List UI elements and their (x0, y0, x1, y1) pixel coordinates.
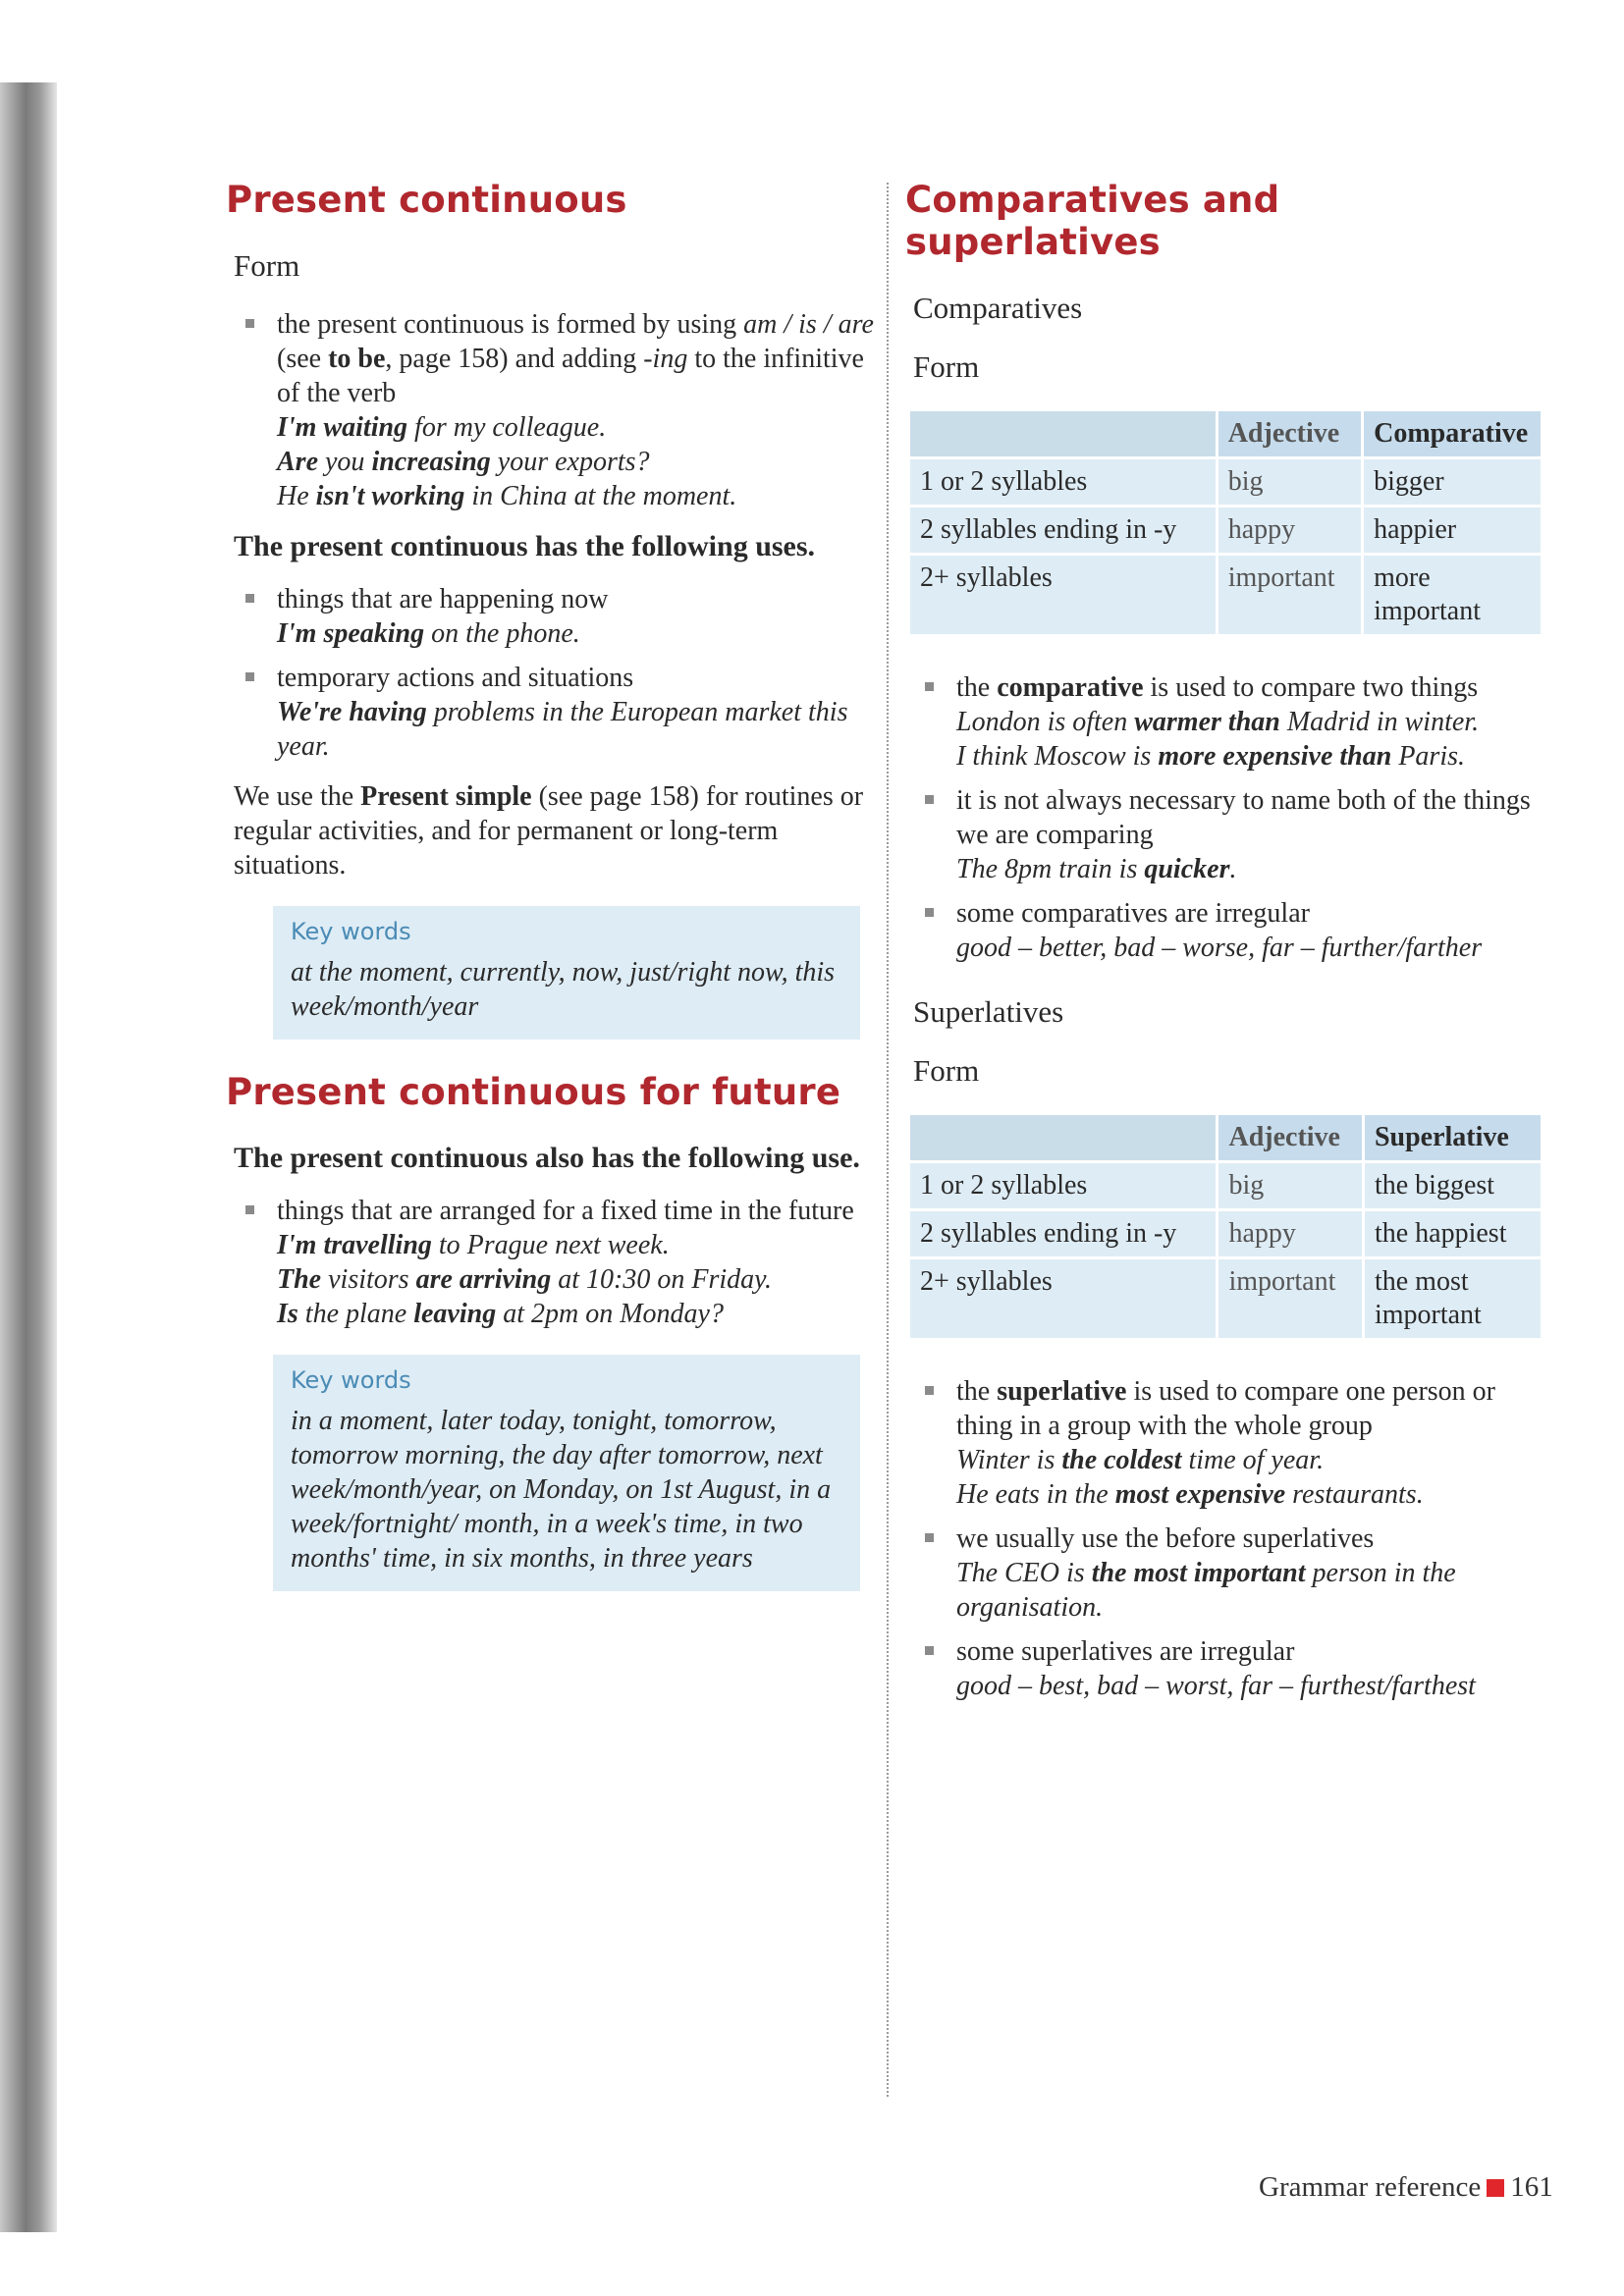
key-words-title: Key words (291, 1366, 411, 1394)
table-header-cell (910, 411, 1216, 456)
table-header-cell: Adjective (1218, 411, 1361, 456)
list-item: temporary actions and situations We're having problems in the European market this year. (226, 661, 874, 764)
page-number: 161 (1510, 2171, 1553, 2203)
footer-label: Grammar reference (1259, 2171, 1482, 2203)
form-heading: Form (913, 349, 980, 384)
example-sentence: I think Moscow is more expensive than Paris. (956, 741, 1465, 772)
table-cell: the most important (1365, 1259, 1541, 1338)
bullet-list (905, 1374, 1543, 1703)
table-cell: 2 syllables ending in -y (910, 507, 1216, 553)
table-header-cell: Adjective (1218, 1115, 1361, 1160)
example-sentence: Is the plane leaving at 2pm on Monday? (277, 1299, 724, 1329)
table-row (910, 459, 1541, 505)
table-row (910, 556, 1541, 634)
example-sentence: The CEO is the most important person in the organisation. (956, 1558, 1456, 1623)
bullet-list (905, 670, 1543, 965)
example-sentence: The visitors are arriving at 10:30 on Friday. (277, 1264, 773, 1295)
table-cell: happier (1364, 507, 1541, 553)
table-cell: important (1218, 556, 1361, 634)
superlatives-table (907, 1112, 1543, 1341)
example-sentence: I'm waiting for my colleague. (277, 412, 607, 443)
example-sentence: The 8pm train is quicker. (956, 854, 1237, 884)
form-heading: Form (234, 248, 300, 283)
bullet-square-icon (925, 795, 934, 804)
table-header-cell: Superlative (1365, 1115, 1541, 1160)
table-cell: the biggest (1365, 1163, 1541, 1208)
bullet-list (226, 1194, 874, 1331)
table-header-row (910, 1115, 1541, 1160)
bullet-list (226, 307, 874, 513)
bullet-square-icon (925, 1533, 934, 1542)
comparatives-heading: Comparatives (913, 291, 1083, 325)
list-item: some superlatives are irregular good – best, bad – worst, far – furthest/farthest (905, 1634, 1543, 1703)
table-cell: 1 or 2 syllables (910, 459, 1216, 505)
right-column (905, 179, 1543, 1719)
table-cell: bigger (1364, 459, 1541, 505)
example-sentence: London is often warmer than Madrid in winter. (956, 707, 1480, 737)
page-footer (1259, 2171, 1553, 2204)
red-square-icon (1487, 2179, 1504, 2197)
table-cell: 2+ syllables (910, 556, 1216, 634)
section-title-present-continuous: Present continuous (226, 179, 627, 221)
section-title-present-continuous-future: Present continuous for future (226, 1071, 841, 1113)
uses-lead: The present continuous has the following uses. (234, 530, 816, 562)
example-sentence: He isn't working in China at the moment. (277, 481, 737, 511)
list-item: the present continuous is formed by using am / is / are (see to be, page 158) and adding -ing to the infinitive of the verb I'm waiting for my colleague. Are you increasing your exports? He isn't working in China at the moment. (226, 307, 874, 513)
table-row (910, 1163, 1541, 1208)
usage-note: We use the Present simple (see page 158) for routines or regular activities, and for permanent or long-term situations. (234, 781, 864, 881)
table-header-cell: Comparative (1364, 411, 1541, 456)
table-row (910, 1259, 1541, 1338)
bullet-list (226, 582, 874, 764)
table-row (910, 1211, 1541, 1256)
future-lead: The present continuous also has the following use. (234, 1142, 860, 1174)
key-words-text: at the moment, currently, now, just/right now, this week/month/year (291, 957, 836, 1022)
example-sentence: good – better, bad – worse, far – further/farther (956, 933, 1483, 963)
bullet-square-icon (245, 672, 254, 681)
table-cell: big (1218, 459, 1361, 505)
key-words-box (273, 1355, 860, 1591)
table-cell: 2 syllables ending in -y (910, 1211, 1216, 1256)
bullet-square-icon (925, 682, 934, 691)
table-row (910, 507, 1541, 553)
table-cell: happy (1218, 1211, 1361, 1256)
bullet-square-icon (925, 908, 934, 917)
bullet-square-icon (245, 319, 254, 328)
left-column (226, 179, 874, 1623)
list-item: the comparative is used to compare two things London is often warmer than Madrid in winter. I think Moscow is more expensive than Paris. (905, 670, 1543, 774)
key-words-title: Key words (291, 918, 411, 945)
list-item: things that are happening now I'm speaking on the phone. (226, 582, 874, 651)
comparatives-table (907, 408, 1543, 637)
example-sentence: good – best, bad – worst, far – furthest/farthest (956, 1671, 1476, 1701)
list-item: things that are arranged for a fixed time in the future I'm travelling to Prague next week. The visitors are arriving at 10:30 on Friday. Is the plane leaving at 2pm on Monday? (226, 1194, 874, 1331)
example-sentence: Are you increasing your exports? (277, 447, 650, 477)
key-words-text: in a moment, later today, tonight, tomorrow, tomorrow morning, the day after tomorrow, next week/month/year, on Monday, on 1st August, in a week/fortnight/ month, in a week's time, in two months' time, in six months, in three years (291, 1406, 832, 1574)
key-words-box (273, 906, 860, 1040)
superlatives-heading: Superlatives (913, 994, 1064, 1029)
table-cell: big (1218, 1163, 1361, 1208)
table-cell: the happiest (1365, 1211, 1541, 1256)
bullet-square-icon (245, 1205, 254, 1214)
bullet-square-icon (925, 1386, 934, 1395)
section-title-comparatives-superlatives: Comparatives and superlatives (905, 179, 1280, 263)
example-sentence: I'm travelling to Prague next week. (277, 1230, 670, 1260)
example-sentence: Winter is the coldest time of year. (956, 1445, 1325, 1475)
list-item: some comparatives are irregular good – better, bad – worse, far – further/farther (905, 896, 1543, 965)
table-cell: happy (1218, 507, 1361, 553)
bullet-square-icon (925, 1646, 934, 1655)
example-sentence: I'm speaking on the phone. (277, 618, 580, 649)
book-spine-shadow (0, 82, 57, 2232)
form-heading: Form (913, 1053, 980, 1088)
bullet-square-icon (245, 594, 254, 603)
list-item: it is not always necessary to name both of the things we are comparing The 8pm train is quicker. (905, 783, 1543, 886)
table-header-row (910, 411, 1541, 456)
table-cell: 2+ syllables (910, 1259, 1216, 1338)
table-header-cell (910, 1115, 1216, 1160)
table-cell: more important (1364, 556, 1541, 634)
list-item: the superlative is used to compare one person or thing in a group with the whole group Winter is the coldest time of year. He eats in the most expensive restaurants. (905, 1374, 1543, 1512)
table-cell: 1 or 2 syllables (910, 1163, 1216, 1208)
list-item: we usually use the before superlatives The CEO is the most important person in the organisation. (905, 1522, 1543, 1625)
example-sentence: We're having problems in the European market this year. (277, 697, 848, 762)
table-cell: important (1218, 1259, 1361, 1338)
example-sentence: He eats in the most expensive restaurants. (956, 1479, 1424, 1510)
column-divider (887, 183, 889, 2097)
